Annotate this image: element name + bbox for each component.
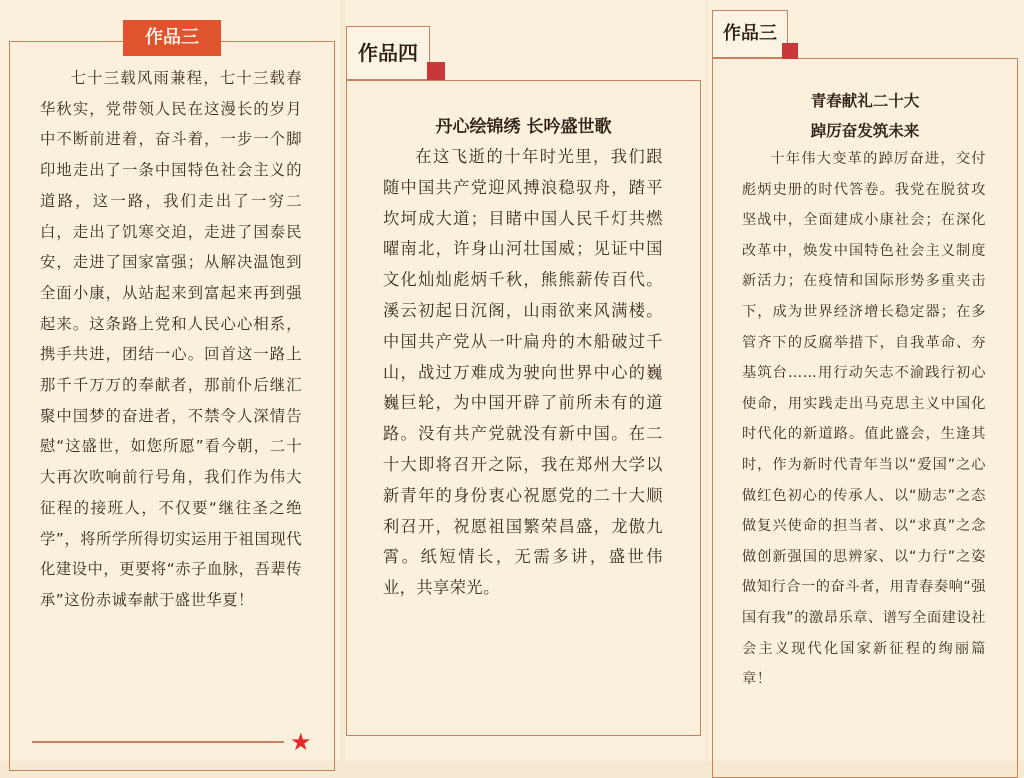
panel-left-paragraph: 七十三载风雨兼程，七十三载春华秋实，党带领人民在这漫长的岁月中不断前进着，奋斗着，一步一个脚印地走出了一条中国特色社会主义的道路，这一路，我们走出了一穷二白，走出了饥寒交迫，走进了国泰民安，走进了国家富强；从解决温饱到全面小康，从站起来到富起来再到强起来。这条路上党和人民心心相系，携手共进，团结一心。回首这一路上那千千万万的奉献者，那前仆后继汇聚中国梦的奋进者，不禁令人深情告慰“这盛世，如您所愿”看今朝，二十大再次吹响前行号角，我们作为伟大征程的接班人，不仅要“继往圣之绝学”，将所学所得切实运用于祖国现代化建设中，更要将“赤子血脉，吾辈传承”这份赤诚奉献于盛世华夏！ [40, 69, 302, 609]
panel-right-body [742, 144, 986, 695]
panel-left-tag: 作品三 [123, 20, 221, 56]
footer-rule [32, 741, 284, 743]
panel-right-paragraph: 十年伟大变革的踔厉奋进，交付彪炳史册的时代答卷。我党在脱贫攻坚战中，全面建成小康社会；在深化改革中，焕发中国特色社会主义制度新活力；在疫情和国际形势多重夹击下，成为世界经济增长稳定器；在多管齐下的反腐举措下，自我革命、夯基筑台……用行动矢志不渝践行初心使命，用实践走出马克思主义中国化时代化的新道路。值此盛会，生逢其时，作为新时代青年当以“爱国”之心做红色初心的传承人、以“励志”之态做复兴使命的担当者、以“求真”之念做创新强国的思辨家、以“力行”之姿做知行合一的奋斗者，用青春奏响“强国有我”的激昂乐章、谱写全面建设社会主义现代化国家新征程的绚丽篇章！ [742, 151, 986, 688]
panel-left-body [40, 63, 302, 616]
panel-middle-title: 丹心绘锦绣 长吟盛世歌 [435, 117, 612, 137]
panel-right-tag: 作品三 [712, 10, 788, 58]
panel-right-title-line1: 青春献礼二十大 [810, 92, 920, 110]
star-icon: ★ [290, 728, 312, 756]
panel-middle-accent-square [427, 62, 445, 80]
panel-middle-body [383, 142, 663, 604]
panel-right-title [712, 86, 1018, 146]
panel-right-accent-square [782, 43, 798, 59]
panel-right-title-line2: 踔厉奋发筑未来 [810, 122, 920, 140]
panel-middle-tag: 作品四 [346, 26, 430, 80]
panel-middle-paragraph: 在这飞逝的十年时光里，我们跟随中国共产党迎风搏浪稳驭舟，踏平坎坷成大道；目睹中国人民千灯共燃曜南北，许身山河壮国威；见证中国文化灿灿彪炳千秋，熊熊薪传百代。溪云初起日沉阁，山雨欲来风满楼。中国共产党从一叶扁舟的木船破过千山，战过万难成为驶向世界中心的巍巍巨轮，为中国开辟了前所未有的道路。没有共产党就没有新中国。在二十大即将召开之际，我在郑州大学以新青年的身份衷心祝愿党的二十大顺利召开，祝愿祖国繁荣昌盛，龙傲九霄。纸短情长，无需多讲，盛世伟业，共享荣光。 [383, 147, 663, 598]
